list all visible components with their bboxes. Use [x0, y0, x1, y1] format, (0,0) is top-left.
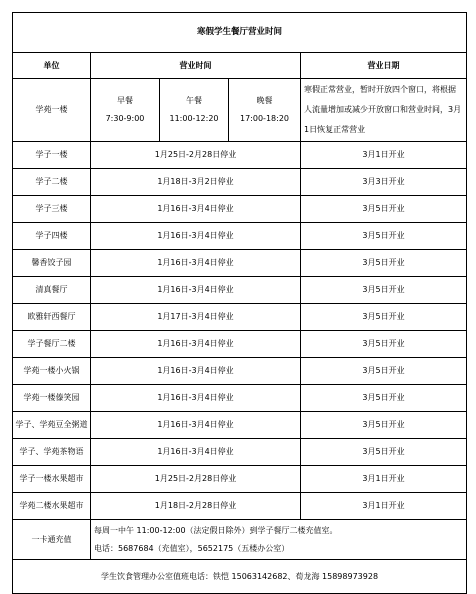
row-hours: 1月16日-3月4日停业 [91, 250, 301, 277]
table-row [13, 196, 467, 223]
meal-lunch [160, 79, 229, 142]
row-hours: 1月16日-3月4日停业 [91, 385, 301, 412]
row-unit: 馨香饺子园 [13, 250, 91, 277]
table-row [13, 304, 467, 331]
row-hours: 1月17日-3月4日停业 [91, 304, 301, 331]
row-unit: 学子四楼 [13, 223, 91, 250]
row-open-date: 3月5日开业 [301, 358, 467, 385]
row-open-date: 3月5日开业 [301, 277, 467, 304]
row-open-date: 3月5日开业 [301, 412, 467, 439]
row-hours: 1月16日-3月4日停业 [91, 196, 301, 223]
contact-footer: 学生饮食管理办公室值班电话：铁恺 15063142682、荀龙海 15898973928 [13, 560, 467, 594]
row-unit: 学子一楼 [13, 142, 91, 169]
row-unit: 学苑二楼水果超市 [13, 493, 91, 520]
row-hours: 1月16日-3月4日停业 [91, 331, 301, 358]
table-row [13, 277, 467, 304]
row-open-date: 3月5日开业 [301, 250, 467, 277]
schedule-table [12, 12, 467, 594]
row-open-date: 3月5日开业 [301, 223, 467, 250]
table-row [13, 358, 467, 385]
row-open-date: 3月1日开业 [301, 493, 467, 520]
card-phone-line: 电话：5687684（充值室），5652175（五楼办公室） [94, 543, 290, 553]
row-hours: 1月25日-2月28日停业 [91, 466, 301, 493]
meal-time: 17:00-18:20 [240, 114, 289, 123]
row-hours: 1月25日-2月28日停业 [91, 142, 301, 169]
row-hours: 1月18日-2月28日停业 [91, 493, 301, 520]
table-row [13, 439, 467, 466]
row-unit: 学苑一楼小火锅 [13, 358, 91, 385]
meal-name: 午餐 [186, 96, 202, 106]
table-row [13, 493, 467, 520]
table-row [13, 385, 467, 412]
meal-time: 11:00-12:20 [169, 114, 219, 123]
row-unit: 学子餐厅二楼 [13, 331, 91, 358]
row-unit: 清真餐厅 [13, 277, 91, 304]
row-hours: 1月16日-3月4日停业 [91, 358, 301, 385]
table-row [13, 466, 467, 493]
header-unit: 单位 [13, 53, 91, 79]
schedule-sheet [12, 12, 466, 594]
table-row [13, 142, 467, 169]
row-unit: 学子、学苑茶物语 [13, 439, 91, 466]
meal-name: 晚餐 [256, 96, 273, 106]
row-hours: 1月18日-3月2日停业 [91, 169, 301, 196]
row-hours: 1月16日-3月4日停业 [91, 277, 301, 304]
row-hours: 1月16日-3月4日停业 [91, 223, 301, 250]
row-hours: 1月16日-3月4日停业 [91, 439, 301, 466]
row-unit: 学子、学苑豆全粥道 [13, 412, 91, 439]
first-row-note: 寒假正常营业，暂时开放四个窗口，将根据人流量增加或减少开放窗口和营业时间，3月1日恢复正常营业 [301, 79, 467, 142]
table-row [13, 169, 467, 196]
table-row [13, 223, 467, 250]
header-hours: 营业时间 [91, 53, 301, 79]
row-unit: 欧雅轩西餐厅 [13, 304, 91, 331]
row-open-date: 3月1日开业 [301, 142, 467, 169]
meal-time: 7:30-9:00 [105, 114, 145, 123]
table-row [13, 250, 467, 277]
meal-dinner [229, 79, 301, 142]
table-row [13, 412, 467, 439]
card-hours-line: 每周一中午 11:00-12:00（法定假日除外）到学子餐厅二楼充值室。 [94, 525, 338, 535]
meal-breakfast [91, 79, 160, 142]
row-hours: 1月16日-3月4日停业 [91, 412, 301, 439]
row-unit: 学子三楼 [13, 196, 91, 223]
row-open-date: 3月5日开业 [301, 196, 467, 223]
page-title: 寒假学生餐厅营业时间 [13, 13, 467, 53]
row-open-date: 3月5日开业 [301, 385, 467, 412]
row-unit: 学苑一楼傣笑园 [13, 385, 91, 412]
row-unit: 学子一楼水果超市 [13, 466, 91, 493]
row-open-date: 3月5日开业 [301, 331, 467, 358]
header-dates: 营业日期 [301, 53, 467, 79]
row-open-date: 3月1日开业 [301, 466, 467, 493]
first-row-unit: 学苑一楼 [13, 79, 91, 142]
card-info [91, 520, 467, 560]
row-open-date: 3月5日开业 [301, 439, 467, 466]
row-open-date: 3月5日开业 [301, 304, 467, 331]
meal-name: 早餐 [117, 96, 133, 106]
card-unit: 一卡通充值 [13, 520, 91, 560]
row-open-date: 3月3日开业 [301, 169, 467, 196]
row-unit: 学子二楼 [13, 169, 91, 196]
table-row [13, 331, 467, 358]
